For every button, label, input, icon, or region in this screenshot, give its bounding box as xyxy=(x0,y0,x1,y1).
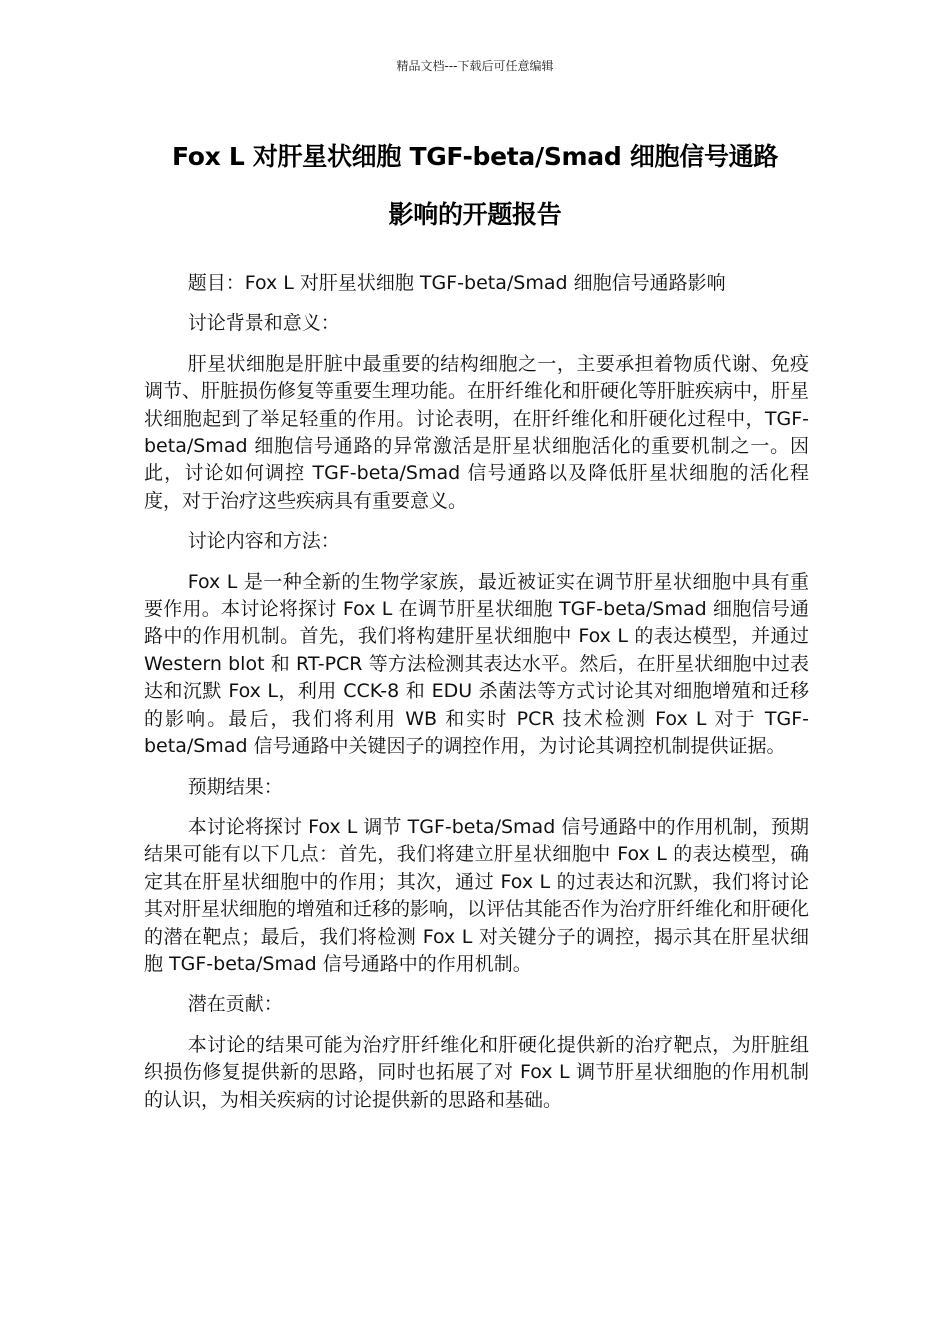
methods-heading: 讨论内容和方法： xyxy=(187,530,340,553)
results-heading: 预期结果： xyxy=(187,775,283,798)
results-paragraph: 本讨论将探讨 Fox L 调节 TGF-beta/Smad 信号通路中的作用机制，预期结果可能有以下几点：首先，我们将建立肝星状细胞中 Fox L 的表达模型，确定其在肝星状细胞中的作用；其次，通过 Fox L 的过表达和沉默，我们将讨论其对肝星状细胞的增殖和迁移的影响，以评估其能否作为治疗肝纤维化和肝硬化的潜在靶点；最后，我们将检测 Fox L 对关键分子的调控，揭示其在肝星状细胞 TGF-beta/Smad 信号通路中的作用机制。 xyxy=(144,815,810,975)
background-paragraph: 肝星状细胞是肝脏中最重要的结构细胞之一，主要承担着物质代谢、免疫调节、肝脏损伤修复等重要生理功能。在肝纤维化和肝硬化等肝脏疾病中，肝星状细胞起到了举足轻重的作用。讨论表明，在肝纤维化和肝硬化过程中，TGF-beta/Smad 细胞信号通路的异常激活是肝星状细胞活化的重要机制之一。因此，讨论如何调控 TGF-beta/Smad 信号通路以及降低肝星状细胞的活化程度，对于治疗这些疾病具有重要意义。 xyxy=(144,352,810,512)
document-title-line-2: 影响的开题报告 xyxy=(388,200,562,229)
header-note: 精品文档---下载后可任意编辑 xyxy=(396,59,554,73)
document-title-line-1: Fox L 对肝星状细胞 TGF-beta/Smad 细胞信号通路 xyxy=(171,142,779,171)
contribution-heading: 潜在贡献： xyxy=(187,993,283,1016)
contribution-paragraph: 本讨论的结果可能为治疗肝纤维化和肝硬化提供新的治疗靶点，为肝脏组织损伤修复提供新的思路，同时也拓展了对 Fox L 调节肝星状细胞的作用机制的认识，为相关疾病的讨论提供新的思路和基础。 xyxy=(144,1033,809,1111)
topic-line: 题目：Fox L 对肝星状细胞 TGF-beta/Smad 细胞信号通路影响 xyxy=(187,272,726,294)
methods-paragraph: Fox L 是一种全新的生物学家族，最近被证实在调节肝星状细胞中具有重要作用。本讨论将探讨 Fox L 在调节肝星状细胞 TGF-beta/Smad 细胞信号通路中的作用机制。首先，我们将构建肝星状细胞中 Fox L 的表达模型，并通过 Western blot 和 RT-PCR 等方法检测其表达水平。然后，在肝星状细胞中过表达和沉默 Fox L，利用 CCK-8 和 EDU 杀菌法等方式讨论其对细胞增殖和迁移的影响。最后，我们将利用 WB 和实时 PCR 技术检测 Fox L 对于 TGF-beta/Smad 信号通路中关键因子的调控作用，为讨论其调控机制提供证据。 xyxy=(144,570,809,758)
document-body xyxy=(144,270,809,1127)
background-heading: 讨论背景和意义： xyxy=(187,312,340,335)
